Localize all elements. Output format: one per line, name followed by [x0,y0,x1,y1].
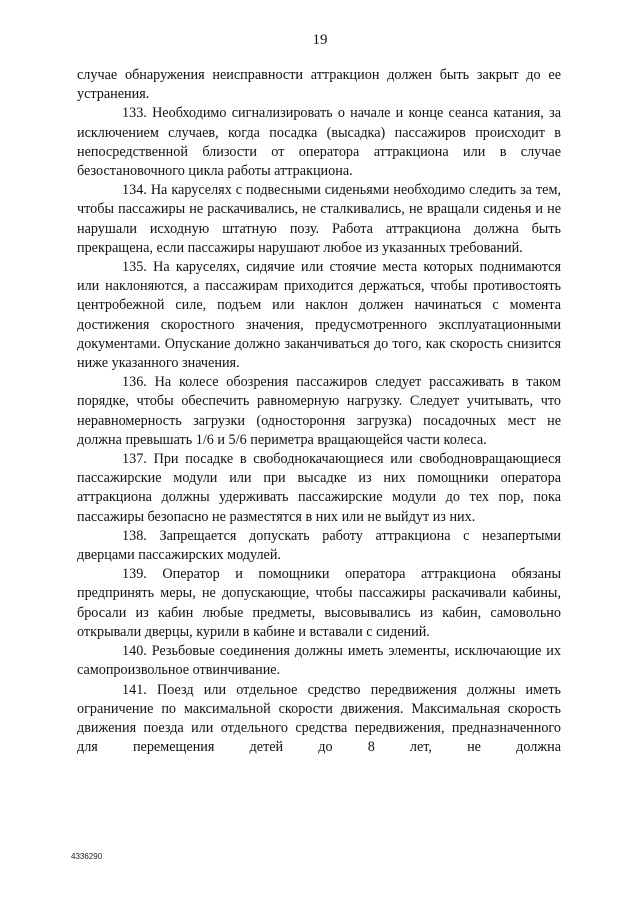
paragraph-136: 136. На колесе обозрения пассажиров следует рассаживать в таком порядке, чтобы обеспечить равномерную нагрузку. Следует учитывать, что неравномерность загрузки (одностороння загрузка) посадочных мест не должна превышать 1/6 и 5/6 периметра вращающейся части колеса. [77,374,561,448]
paragraph-138: 138. Запрещается допускать работу аттракциона с незапертыми дверцами пассажирских модулей. [77,527,561,564]
document-body [77,66,561,757]
paragraph-137: 137. При посадке в свободнокачающиеся или свободновращающиеся пассажирские модули или при высадке из них помощники оператора аттракциона должны удерживать пассажирские модули до тех пор, пока пассажиры безопасно не разместятся в них или не выйдут из них. [77,451,561,525]
paragraph-140: 140. Резьбовые соединения должны иметь элементы, исключающие их самопроизвольное отвинчивание. [77,643,561,679]
paragraph-139: 139. Оператор и помощники оператора аттракциона обязаны предпринять меры, не допускающие, чтобы пассажиры раскачивали кабины, бросали из кабин любые предметы, высовывались из кабин, самовольно открывали дверцы, курили в кабине и вставали с сидений. [77,566,561,640]
paragraph-134: 134. На каруселях с подвесными сиденьями необходимо следить за тем, чтобы пассажиры не раскачивались, не сталкивались, не вращали сиденья и не нарушали исходную штатную позу. Работа аттракциона должна быть прекращена, если пассажиры нарушают любое из указанных требований. [77,182,561,256]
paragraph-continuation: случае обнаружения неисправности аттракцион должен быть закрыт до ее устранения. [77,67,561,103]
page-number: 19 [312,32,328,48]
paragraph-135: 135. На каруселях, сидячие или стоячие места которых поднимаются или наклоняются, а пассажирам приходится держаться, чтобы противостоять центробежной силе, подъем или наклон должен начинаться с момента достижения скоростного значения, предусмотренного эксплуатационными документами. Опускание должно заканчиваться до того, как скорость снизится ниже указанного значения. [77,259,561,372]
paragraph-141: 141. Поезд или отдельное средство передвижения должны иметь ограничение по максимальной скорости движения. Максимальная скорость движения поезда или отдельного средства передвижения, предназначенного для перемещения детей до 8 лет, не должна [77,681,561,756]
paragraph-133: 133. Необходимо сигнализировать о начале и конце сеанса катания, за исключением случаев, когда посадка (высадка) пассажиров происходит в непосредственной близости от оператора аттракциона или в случае безостановочного цикла работы аттракциона. [77,105,561,180]
document-code: 4336290 [71,852,103,861]
